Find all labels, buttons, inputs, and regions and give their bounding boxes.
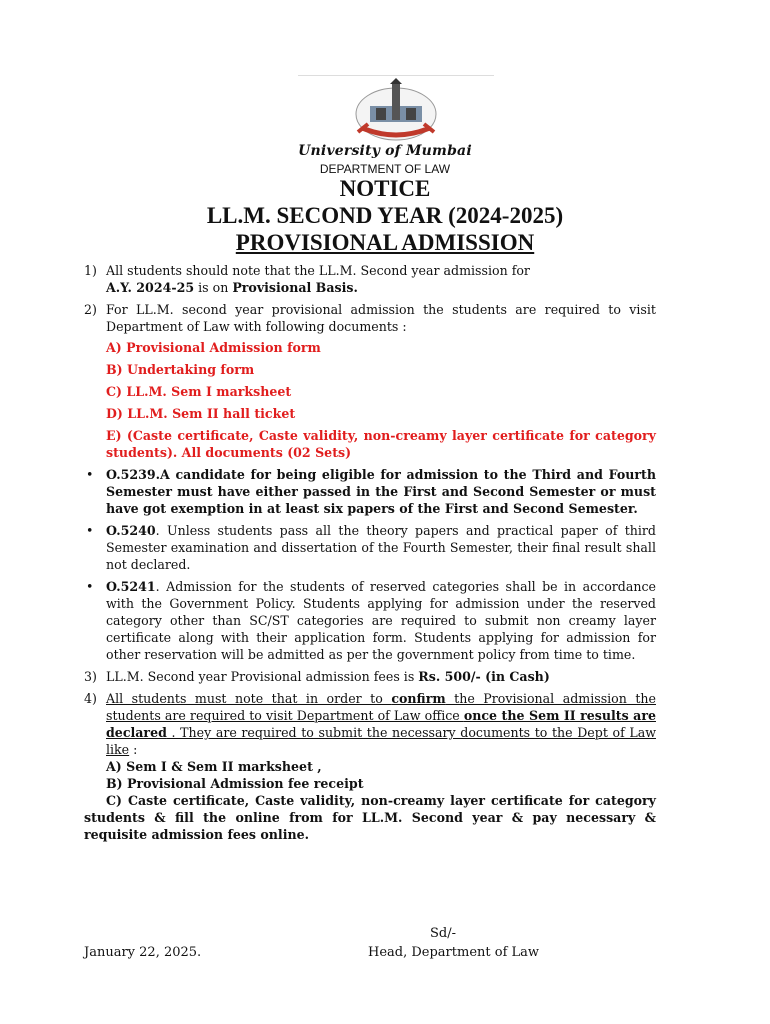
item-text: All students should note that the LL.M. Second year admission for (106, 263, 530, 278)
item-text: For LL.M. second year provisional admission the students are required to visit Department of Law with following documents : (106, 302, 656, 334)
document-item: E) (Caste certificate, Caste validity, non-creamy layer certificate for category students). All documents (02 Sets) (106, 428, 656, 460)
academic-year: A.Y. 2024-25 (106, 280, 195, 295)
ordinance-code: O.5241 (106, 579, 156, 594)
signature: Sd/- (430, 926, 456, 941)
notice-subject-admission: PROVISIONAL ADMISSION (235, 230, 535, 255)
item-number: 4) (84, 691, 97, 706)
fee-amount: Rs. 500/- (in Cash) (418, 669, 550, 684)
item-text: the Provisional admission the students are required to visit Department of Law office (106, 691, 656, 723)
item-text: LL.M. Second year Provisional admission fees is (106, 669, 419, 684)
bullet-icon: • (86, 467, 94, 482)
results-emphasis: once the Sem II results are declared (106, 708, 656, 740)
signatory: Head, Department of Law (368, 945, 540, 960)
notice-heading: NOTICE (339, 176, 431, 201)
provisional-basis: Provisional Basis. (232, 280, 358, 295)
document-list (106, 339, 656, 461)
list-item (84, 578, 656, 663)
item-text: . Admission for the students of reserved categories shall be in accordance with the Government Policy. Students applying for admission under the reserved category other than SC/ST categories are required to submit non creamy layer certificate along with their application form. Students applying for admission for other reservation will be admitted as per the government policy from time to time. (106, 579, 656, 662)
ordinance-code: O.5240 (106, 523, 156, 538)
document-item: D) LL.M. Sem II hall ticket (106, 406, 296, 421)
required-document: B) Provisional Admission fee receipt (106, 776, 364, 791)
list-item (84, 301, 656, 461)
item-number: 3) (84, 669, 97, 684)
notice-body (84, 262, 656, 843)
university-name: University of Mumbai (298, 143, 472, 159)
document-item: A) Provisional Admission form (106, 340, 321, 355)
item-text: .A candidate for being eligible for admission to the Third and Fourth Semester must have either passed in the First and Second Semester or must have got exemption in at least six papers of the First and Second Semester. (106, 467, 656, 516)
document-item: B) Undertaking form (106, 362, 255, 377)
university-seal-icon (350, 78, 442, 144)
department-name: DEPARTMENT OF LAW (319, 162, 451, 176)
bullet-icon: • (86, 523, 94, 538)
item-number: 2) (84, 302, 97, 317)
item-text: : (129, 742, 138, 757)
item-text: is on (194, 280, 233, 295)
required-document: C) Caste certificate, Caste validity, non-creamy layer certificate for category students & fill the online from for LL.M. Second year & pay necessary & requisite admission fees online. (84, 793, 656, 842)
bullet-icon: • (86, 579, 94, 594)
list-item (84, 522, 656, 573)
notice-subject: LL.M. SECOND YEAR (2024-2025) (206, 203, 564, 228)
list-item (84, 690, 656, 792)
ordinance-code: O.5239 (106, 467, 156, 482)
required-document: A) Sem I & Sem II marksheet , (106, 759, 322, 774)
item-number: 1) (84, 263, 97, 278)
notice-date: January 22, 2025. (84, 945, 202, 960)
item-text: . Unless students pass all the theory papers and practical paper of third Semester examination and dissertation of the Fourth Semester, their final result shall not declared. (106, 523, 656, 572)
document-item: C) LL.M. Sem I marksheet (106, 384, 292, 399)
item-text: All students must note that in order to (106, 691, 392, 706)
list-item (84, 262, 656, 296)
confirm-emphasis: confirm (391, 691, 446, 706)
list-item (84, 466, 656, 517)
list-item (84, 668, 656, 685)
item-text: . They are required to submit the necessary documents to the Dept of Law like (106, 725, 656, 757)
header-rule (298, 75, 494, 76)
